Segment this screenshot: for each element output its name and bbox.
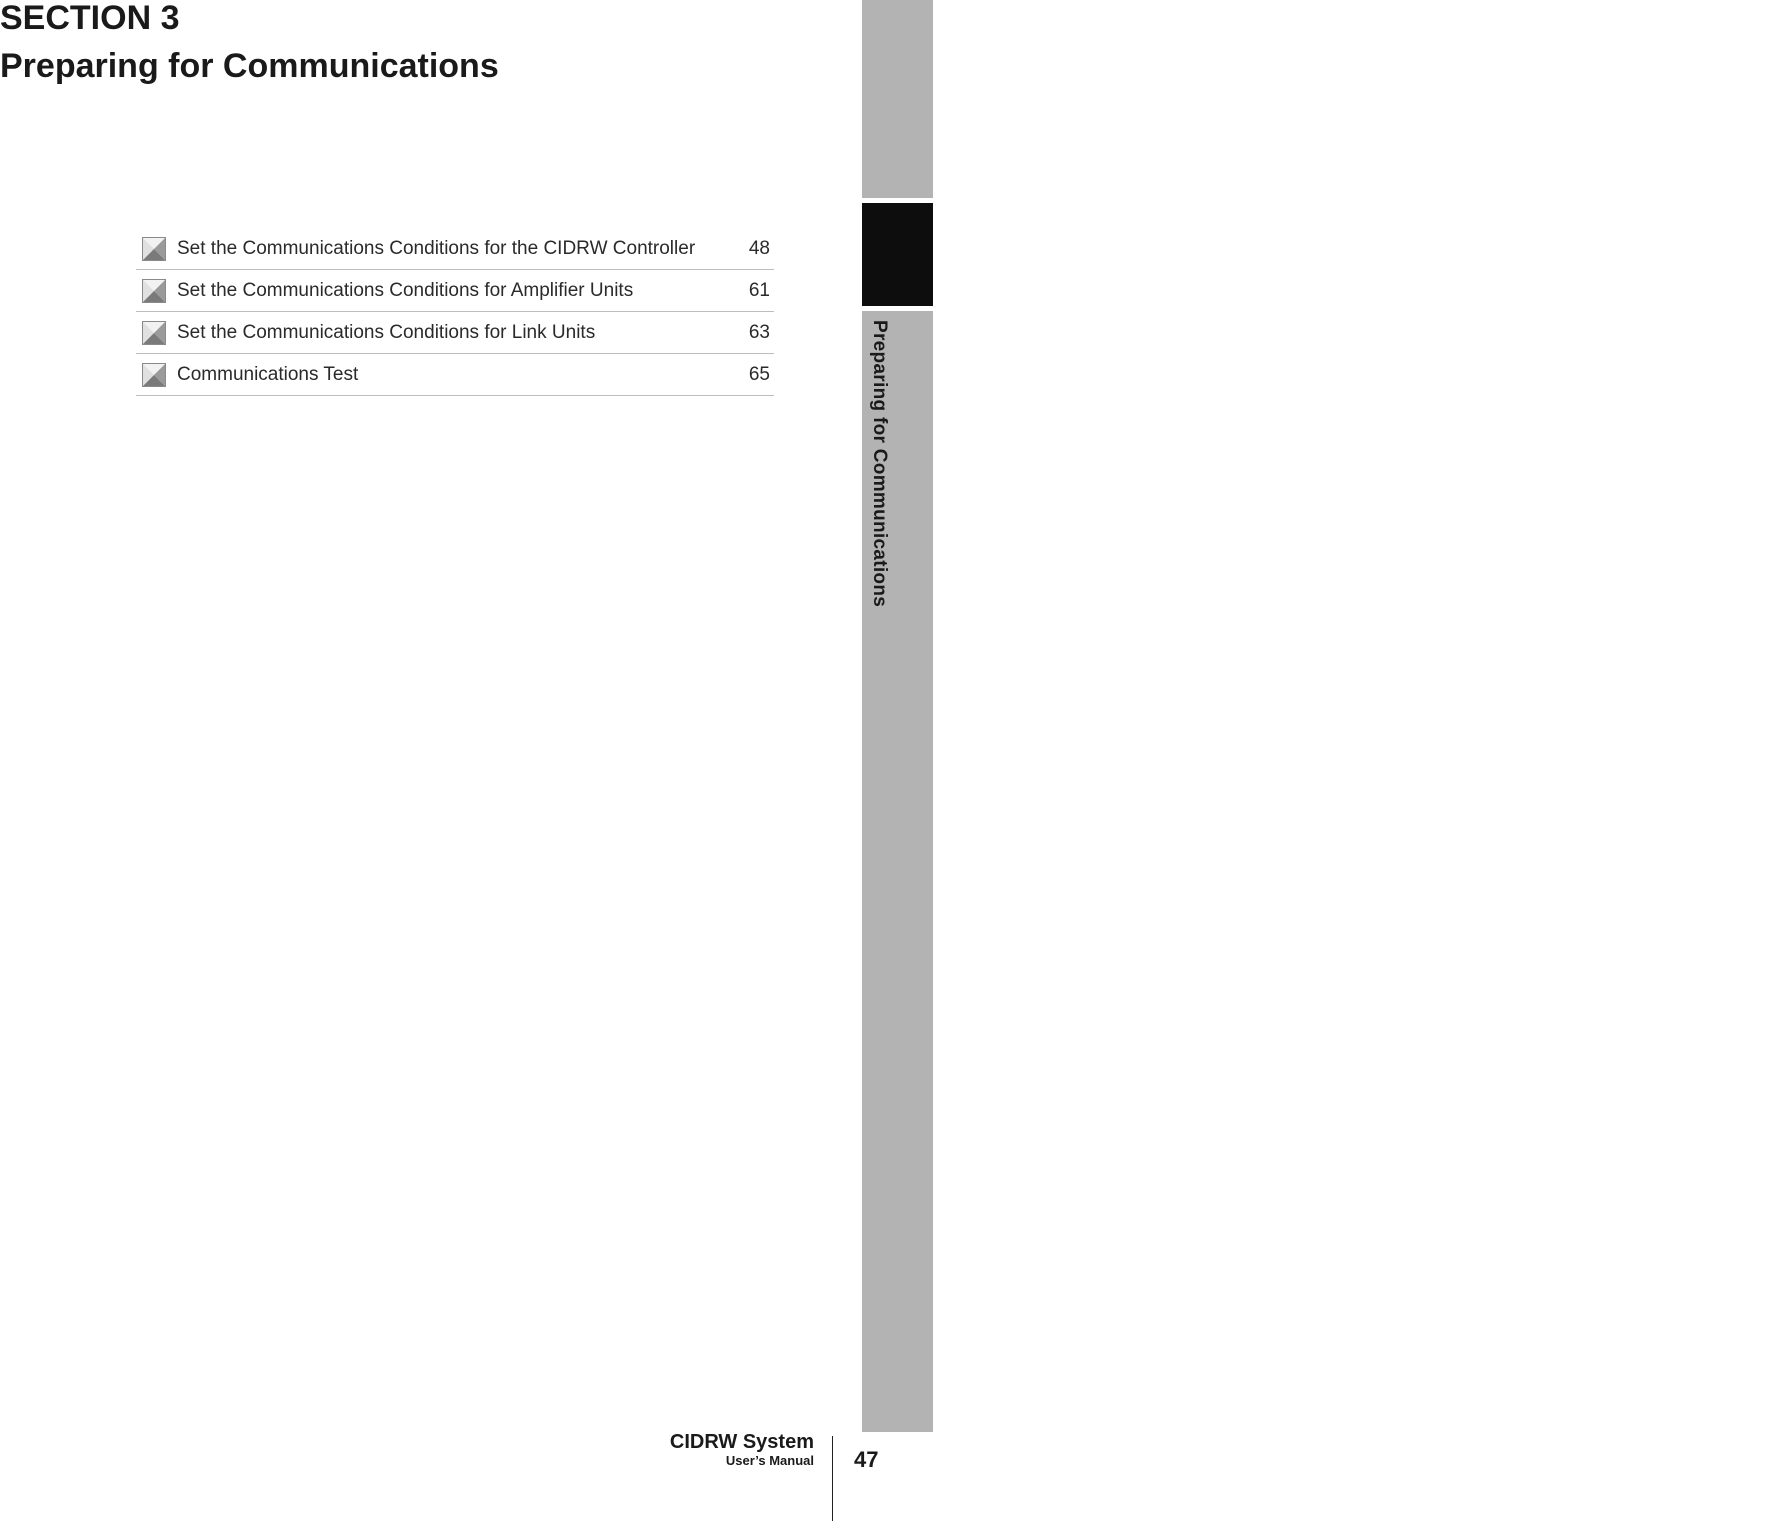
bevel-square-icon xyxy=(142,363,166,387)
table-of-contents xyxy=(136,228,774,396)
footer-product-name: CIDRW System xyxy=(669,1431,814,1453)
toc-entry-label: Set the Communications Conditions for Amplifier Units xyxy=(177,279,634,301)
toc-entry-page: 65 xyxy=(748,363,770,385)
toc-entry-label: Set the Communications Conditions for the CIDRW Controller xyxy=(177,237,696,259)
toc-entry-label: Set the Communications Conditions for Link Units xyxy=(177,321,596,343)
page-number: 47 xyxy=(854,1447,879,1472)
footer-manual-name: User’s Manual xyxy=(725,1453,814,1468)
bevel-square-icon xyxy=(142,321,166,345)
toc-entry[interactable] xyxy=(136,354,774,396)
toc-entry-page: 63 xyxy=(748,321,770,343)
toc-entry[interactable] xyxy=(136,228,774,270)
toc-entry[interactable] xyxy=(136,312,774,354)
side-tab-divider xyxy=(862,306,933,311)
footer-brand xyxy=(670,1430,814,1468)
bevel-square-icon xyxy=(142,237,166,261)
section-heading: SECTION 3 xyxy=(0,0,180,37)
toc-entry-label: Communications Test xyxy=(177,363,359,385)
footer-divider xyxy=(832,1436,833,1521)
toc-entry-page: 61 xyxy=(748,279,770,301)
toc-entry-page: 48 xyxy=(748,237,770,259)
page-title xyxy=(0,0,499,90)
bevel-square-icon xyxy=(142,279,166,303)
toc-entry[interactable] xyxy=(136,270,774,312)
side-tab-chapter-label: Preparing for Communications xyxy=(869,320,890,608)
chapter-heading: Preparing for Communications xyxy=(0,47,499,85)
side-tab-section-label: SECTION 3 xyxy=(1746,409,1765,499)
